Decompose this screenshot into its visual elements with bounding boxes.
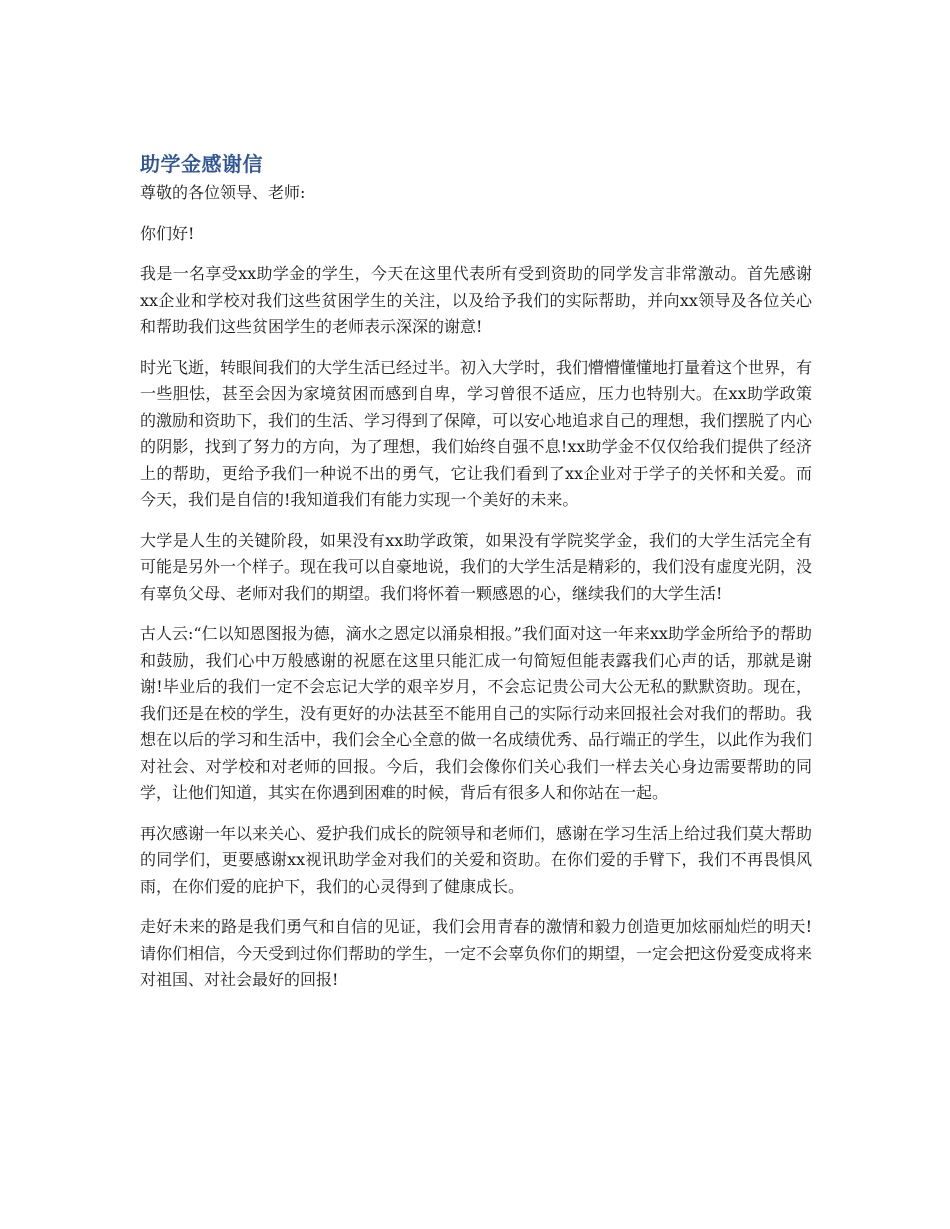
paragraph-key-stage: 大学是人生的关键阶段，如果没有xx助学政策，如果没有学院奖学金，我们的大学生活完全有可能是另外一个样子。现在我可以自豪地说，我们的大学生活是精彩的，我们没有虚度光阴，没有辜负父母、老师对我们的期望。我们将怀着一颗感恩的心，继续我们的大学生活! bbox=[140, 530, 813, 603]
paragraph-gratitude: 古人云:“仁以知恩图报为德，滴水之恩定以涌泉相报。”我们面对这一年来xx助学金所给予的帮助和鼓励，我们心中万般感谢的祝愿在这里只能汇成一句简短但能表露我们心声的话，那就是谢谢!毕业后的我们一定不会忘记大学的艰辛岁月，不会忘记贵公司大公无私的默默资助。现在，我们还是在校的学生，没有更好的办法甚至不能用自己的实际行动来回报社会对我们的帮助。我想在以后的学习和生活中，我们会全心全意的做一名成绩优秀、品行端正的学生，以此作为我们对社会、对学校和对老师的回报。今后，我们会像你们关心我们一样去关心身边需要帮助的同学，让他们知道，其实在你遇到困难的时候，背后有很多人和你站在一起。 bbox=[140, 624, 813, 802]
document-title: 助学金感谢信 bbox=[140, 152, 263, 176]
letter-document bbox=[140, 150, 812, 1008]
paragraph-thanks-again: 再次感谢一年以来关心、爱护我们成长的院领导和老师们，感谢在学习生活上给过我们莫大帮助的同学们，更要感谢xx视讯助学金对我们的关爱和资助。在你们爱的手臂下，我们不再畏惧风雨，在你们爱的庇护下，我们的心灵得到了健康成长。 bbox=[140, 823, 813, 896]
paragraph-college-life: 时光飞逝，转眼间我们的大学生活已经过半。初入大学时，我们懵懵懂懂地打量着这个世界，有一些胆怯，甚至会因为家境贫困而感到自卑，学习曾很不适应，压力也特别大。在xx助学政策的激励和资助下，我们的生活、学习得到了保障，可以安心地追求自己的理想，我们摆脱了内心的阴影，找到了努力的方向，为了理想，我们始终自强不息!xx助学金不仅仅给我们提供了经济上的帮助，更给予我们一种说不出的勇气，它让我们看到了xx企业对于学子的关怀和关爱。而今天，我们是自信的!我知道我们有能力实现一个美好的未来。 bbox=[140, 357, 813, 509]
salutation: 尊敬的各位领导、老师: bbox=[140, 183, 306, 202]
paragraph-closing: 走好未来的路是我们勇气和自信的见证，我们会用青春的激情和毅力创造更加炫丽灿烂的明天!请你们相信，今天受到过你们帮助的学生，一定不会辜负你们的期望，一定会把这份爱变成将来对祖国、对社会最好的回报! bbox=[140, 917, 813, 989]
paragraph-greeting: 你们好! bbox=[140, 223, 195, 243]
paragraph-introduction: 我是一名享受xx助学金的学生，今天在这里代表所有受到资助的同学发言非常激动。首先感谢xx企业和学校对我们这些贫困学生的关注，以及给予我们的实际帮助，并向xx领导及各位关心和帮助我们这些贫困学生的老师表示深深的谢意! bbox=[140, 264, 812, 336]
